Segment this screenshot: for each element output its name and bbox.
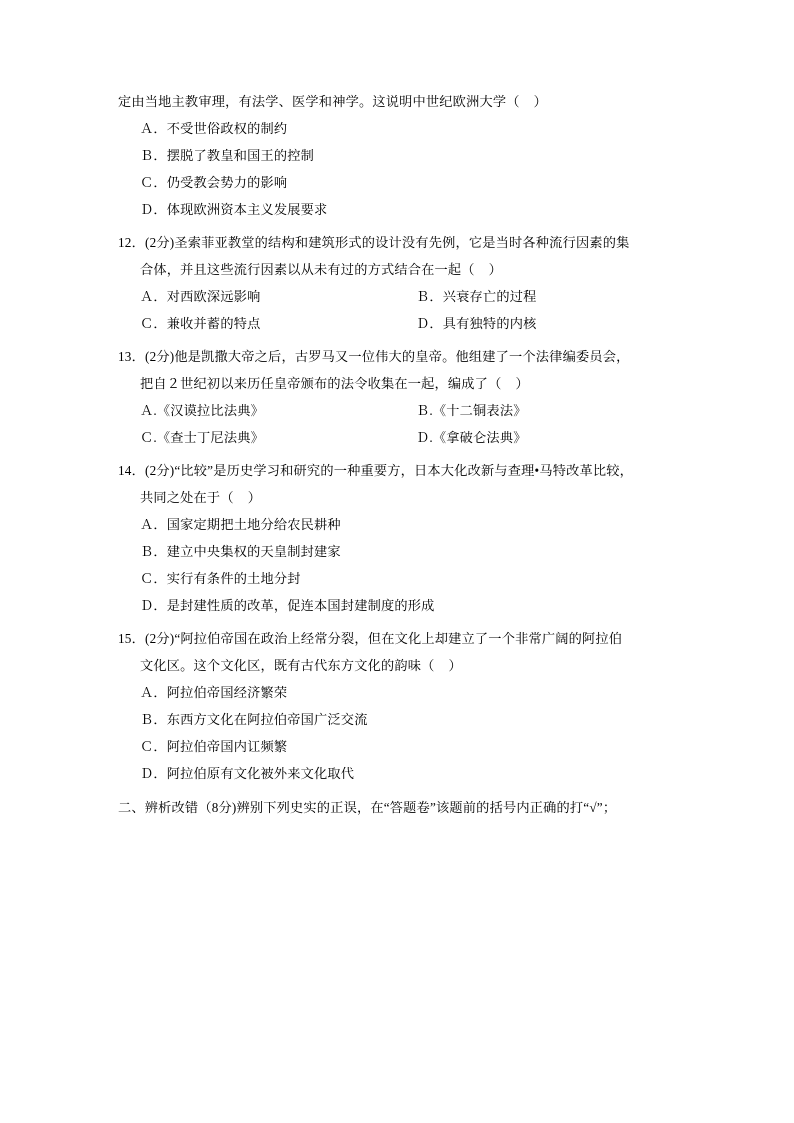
option-item: Ｄ．是封建性质的改革，促连本国封建制度的形成 <box>140 598 435 613</box>
option-row <box>118 310 676 337</box>
option-item: Ｃ．实行有条件的土地分封 <box>140 571 301 586</box>
question-stem-line: 共同之处在于（ ） <box>140 490 262 505</box>
question-stem-line: 把自２世纪初以来历任皇帝颁布的法令收集在一起，编成了（ ） <box>140 376 529 391</box>
option-item: Ｃ．兼收并蓄的特点 <box>140 316 261 331</box>
option-item: Ｂ.《十二铜表法》 <box>416 403 527 418</box>
question-block-14 <box>118 457 676 619</box>
option-item: Ａ．国家定期把土地分给农民耕种 <box>140 517 341 532</box>
option-item: Ｃ.《查士丁尼法典》 <box>140 430 264 445</box>
option-item: Ｃ．阿拉伯帝国内讧频繁 <box>140 739 288 754</box>
option-item: Ａ.《汉谟拉比法典》 <box>140 403 264 418</box>
option-item: Ａ．对西欧深远影响 <box>140 289 261 304</box>
section-heading: 二、辨析改错（8分)辨别下列史实的正误，在“答题卷”该题前的括号内正确的打“√”； <box>118 800 617 815</box>
document-body <box>118 88 676 821</box>
question-stem-line: 定由当地主教审理，有法学、医学和神学。这说明中世纪欧洲大学（ ） <box>118 94 547 109</box>
option-item: Ｄ．具有独特的内核 <box>416 316 537 331</box>
option-item: Ｂ．东西方文化在阿拉伯帝国广泛交流 <box>140 712 368 727</box>
option-item: Ｄ．体现欧洲资本主义发展要求 <box>140 202 328 217</box>
option-row <box>118 283 676 310</box>
question-stem-line: 14．(2分)“比较”是历史学习和研究的一种重要方，日本大化改新与查理•马特改革比较， <box>118 463 634 478</box>
question-stem-line: 13．(2分)他是凯撒大帝之后，古罗马又一位伟大的皇帝。他组建了一个法律编委员会， <box>118 349 630 364</box>
question-stem-line: 12．(2分)圣索菲亚教堂的结构和建筑形式的设计没有先例，它是当时各种流行因素的集 <box>118 235 630 250</box>
option-item: Ｄ.《拿破仑法典》 <box>416 430 527 445</box>
option-row <box>118 424 676 451</box>
question-block-15 <box>118 625 676 787</box>
question-block-13 <box>118 343 676 451</box>
option-item: Ｂ．摆脱了教皇和国王的控制 <box>140 148 315 163</box>
option-row <box>118 397 676 424</box>
option-item: Ａ．阿拉伯帝国经济繁荣 <box>140 685 288 700</box>
option-item: Ｂ．建立中央集权的天皇制封建家 <box>140 544 341 559</box>
option-item: Ｃ．仍受教会势力的影响 <box>140 175 288 190</box>
question-block-12 <box>118 229 676 337</box>
option-item: Ａ．不受世俗政权的制约 <box>140 121 288 136</box>
question-stem-line: 文化区。这个文化区，既有古代东方文化的韵味（ ） <box>140 658 462 673</box>
question-block-11 <box>118 88 676 223</box>
question-stem-line: 合体，并且这些流行因素以从未有过的方式结合在一起（ ） <box>140 262 503 277</box>
question-stem-line: 15．(2分)“阿拉伯帝国在政治上经常分裂，但在文化上却建立了一个非常广阔的阿拉伯 <box>118 631 623 646</box>
option-item: Ｄ．阿拉伯原有文化被外来文化取代 <box>140 766 355 781</box>
option-item: Ｂ．兴衰存亡的过程 <box>416 289 537 304</box>
